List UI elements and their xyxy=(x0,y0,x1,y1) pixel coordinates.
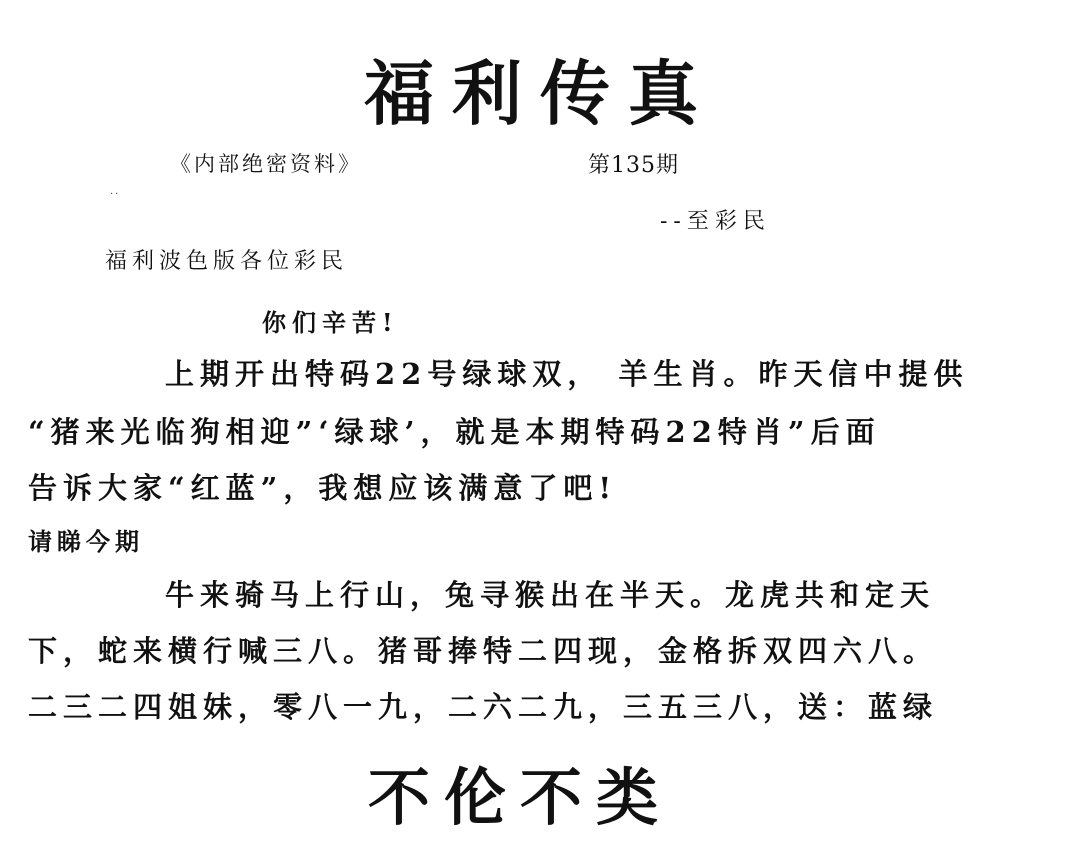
paragraph1-line: “猪来光临狗相迎”‘绿球’，就是本期特码22特肖”后面 xyxy=(28,415,881,449)
prompt-line: 请睇今期 xyxy=(28,527,144,556)
stray-dots: .. xyxy=(110,186,121,197)
source-label: 《内部绝密资料》 xyxy=(170,152,362,176)
paragraph2-line: 下，蛇来横行喊三八。猪哥捧特二四现，金格拆双四六八。 xyxy=(28,634,939,668)
sender-line: --至彩民 xyxy=(660,209,771,234)
salutation: 福利波色版各位彩民 xyxy=(105,249,349,274)
greeting: 你们辛苦! xyxy=(262,308,399,337)
paragraph1-line: 告诉大家“红蓝”，我想应该满意了吧! xyxy=(28,471,618,505)
page-title: 福利传真 xyxy=(364,52,716,135)
issue-number: 第135期 xyxy=(588,153,679,178)
paragraph2-line: 牛来骑马上行山，兔寻猴出在半天。龙虎共和定天 xyxy=(165,578,936,612)
closing-phrase: 不伦不类 xyxy=(367,761,672,834)
paragraph1-line: 上期开出特码22号绿球双， 羊生肖。昨天信中提供 xyxy=(165,357,969,391)
paragraph2-line: 二三二四姐妹，零八一九，二六二九，三五三八，送：蓝绿 xyxy=(28,690,939,724)
